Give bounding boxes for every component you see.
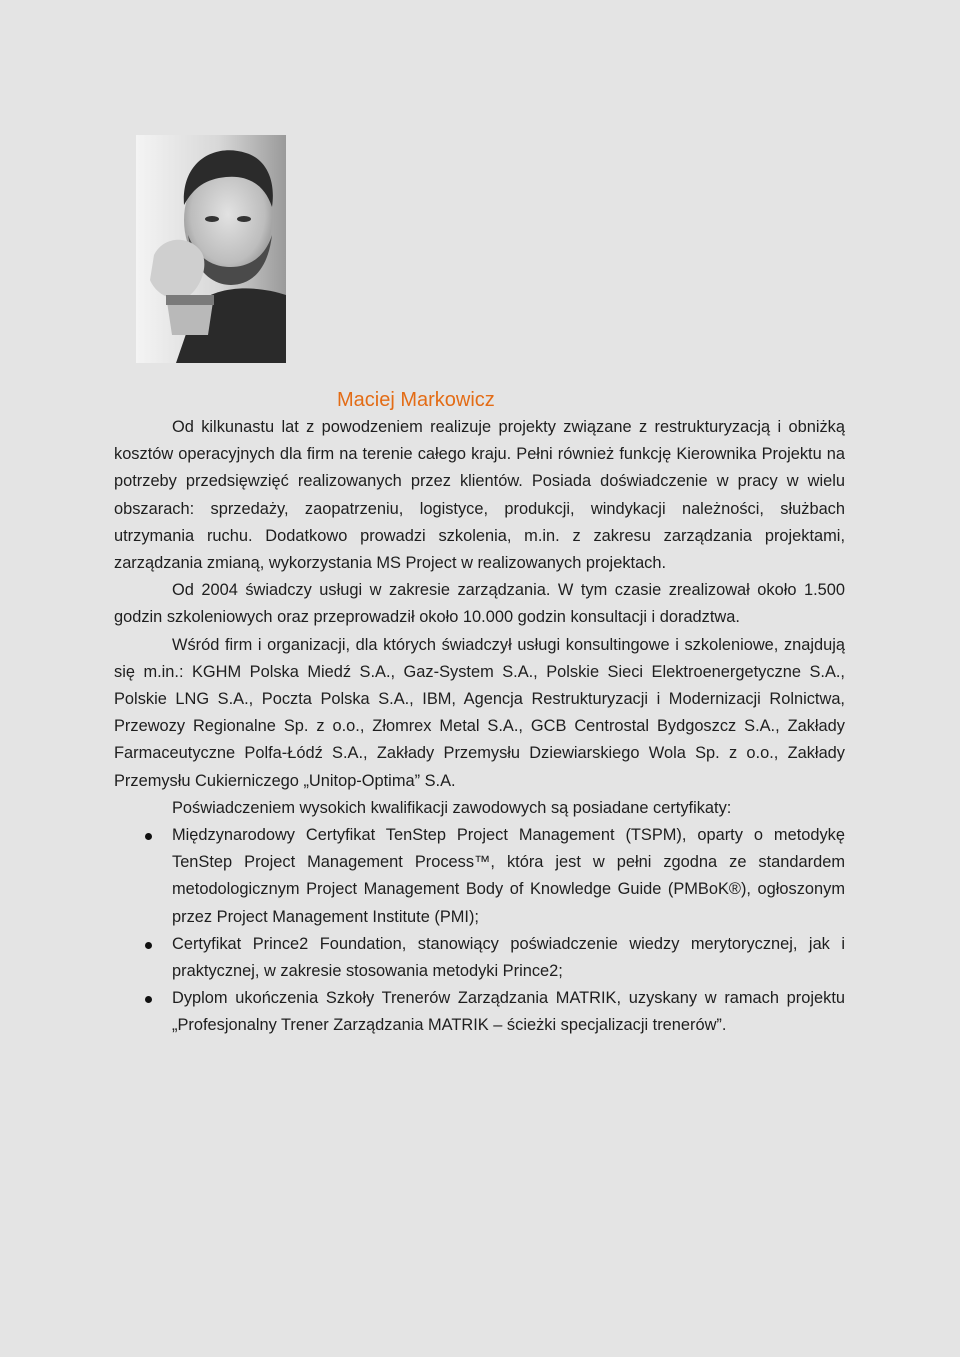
list-item [114, 822, 845, 931]
certificate-list [114, 822, 845, 1040]
bullet-icon [145, 942, 152, 949]
list-item [114, 985, 845, 1039]
bullet-icon [145, 833, 152, 840]
bio-content [114, 414, 845, 1040]
list-item [114, 931, 845, 985]
bullet-icon [145, 996, 152, 1003]
certificate-text: Międzynarodowy Certyfikat TenStep Project Management (TSPM), oparty o metodykę TenStep Project Management Process™, która jest w pełni zgodna ze standardem metodologicznym Project Management Body of Knowledge Guide (PMBoK®), ogłoszonym przez Project Management Institute (PMI); [172, 826, 845, 926]
certificate-text: Certyfikat Prince2 Foundation, stanowiący poświadczenie wiedzy merytorycznej, jak i praktycznej, w zakresie stosowania metodyki Prince2; [172, 934, 845, 981]
bio-paragraph-experience: Od kilkunastu lat z powodzeniem realizuje projekty związane z restrukturyzacją i obniżką kosztów operacyjnych dla firm na terenie całego kraju. Pełni również funkcję Kierownika Projektu na potrzeby przedsięwzięć realizowanych przez klientów. Posiada doświadczenie w pracy w wielu obszarach: sprzedaży, zaopatrzeniu, logistyce, produkcji, windykacji należności, służbach utrzymania ruchu. Dodatkowo prowadzi szkolenia, m.in. z zakresu zarządzania projektami, zarządzania zmianą, wykorzystania MS Project w realizowanych projektach. [114, 418, 845, 573]
certificate-text: Dyplom ukończenia Szkoły Trenerów Zarządzania MATRIK, uzyskany w ramach projektu „Profesjonalny Trener Zarządzania MATRIK – ścieżki specjalizacji trenerów”. [172, 989, 845, 1035]
bio-paragraph-clients: Wśród firm i organizacji, dla których świadczył usługi konsultingowe i szkoleniowe, znajdują się m.in.: KGHM Polska Miedź S.A., Gaz-System S.A., Polskie Sieci Elektroenergetyczne S.A., Polskie LNG S.A., Poczta Polska S.A., IBM, Agencja Restrukturyzacji i Modernizacji Rolnictwa, Przewozy Regionalne Sp. z o.o., Złomrex Metal S.A., GCB Centrostal Bydgoszcz S.A., Zakłady Farmaceutyczne Polfa-Łódź S.A., Zakłady Przemysłu Dziewiarskiego Wola Sp. z o.o., Zakłady Przemysłu Cukierniczego „Unitop-Optima” S.A. [114, 635, 845, 790]
certificates-intro: Poświadczeniem wysokich kwalifikacji zawodowych są posiadane certyfikaty: [172, 798, 732, 817]
profile-photo [136, 135, 286, 363]
person-name: Maciej Markowicz [337, 389, 495, 411]
bio-paragraph-hours: Od 2004 świadczy usługi w zakresie zarządzania. W tym czasie zrealizował około 1.500 godzin szkoleniowych oraz przeprowadził około 10.000 godzin konsultacji i doradztwa. [114, 581, 845, 627]
